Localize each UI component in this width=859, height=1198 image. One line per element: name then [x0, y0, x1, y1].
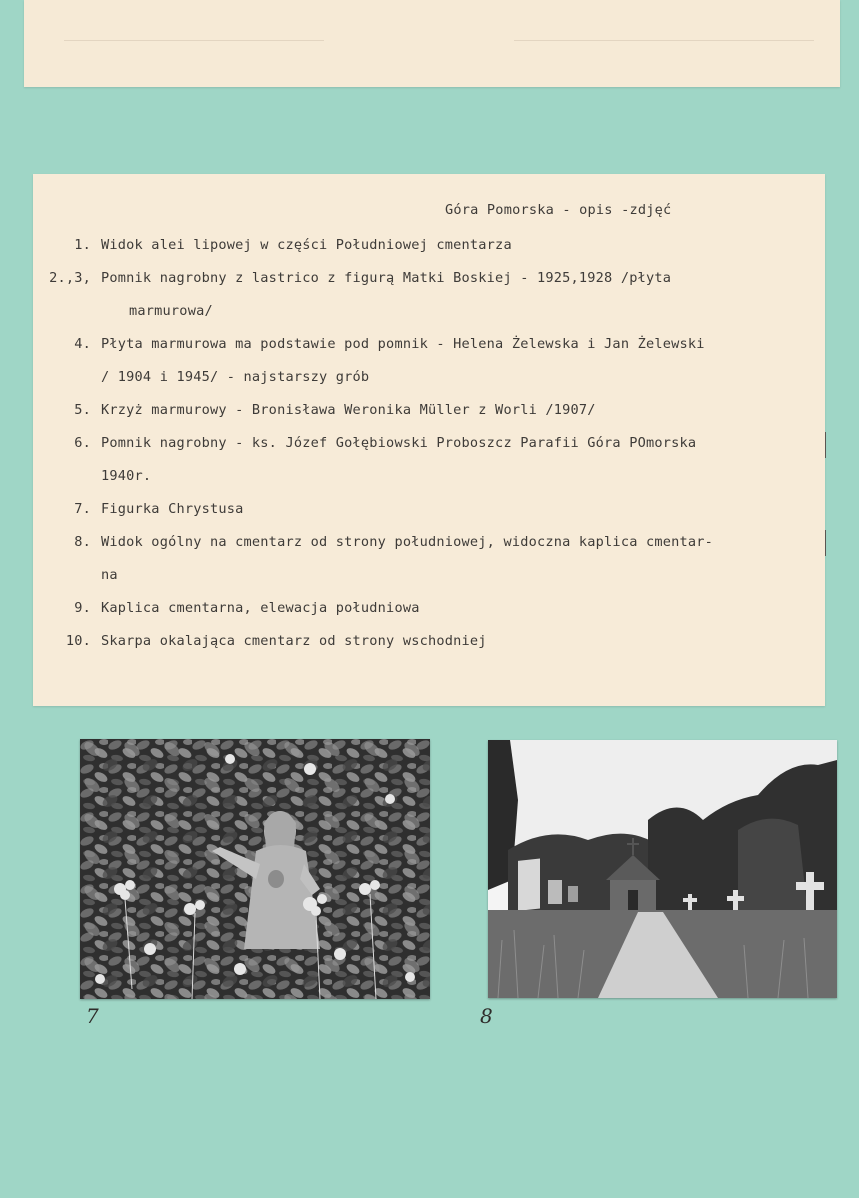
- item-text: Skarpa okalająca cmentarz od strony wschodniej: [101, 633, 487, 649]
- item-number: 9.: [74, 600, 91, 616]
- photo-label-8: 8: [480, 1004, 493, 1028]
- christ-statue-image: [80, 739, 430, 999]
- item-number: 5.: [74, 402, 91, 418]
- photo-cemetery-view: [488, 740, 837, 998]
- margin-line: [825, 530, 826, 556]
- item-text: Kaplica cmentarna, elewacja południowa: [101, 600, 420, 616]
- item-number: 7.: [74, 501, 91, 517]
- item-number: 2.,3,: [49, 270, 91, 286]
- photo-christ-statue: [80, 739, 430, 999]
- item-number: 1.: [74, 237, 91, 253]
- item-text: Figurka Chrystusa: [101, 501, 244, 517]
- margin-line: [825, 432, 826, 458]
- photo-label-7: 7: [86, 1004, 99, 1028]
- cemetery-view-image: [488, 740, 837, 998]
- item-number: 10.: [65, 633, 91, 649]
- item-text: Krzyż marmurowy - Bronisława Weronika Müller z Worli /1907/: [101, 402, 596, 418]
- item-number: 4.: [74, 336, 91, 352]
- item-text: Widok alei lipowej w części Południowej cmentarza: [101, 237, 512, 253]
- item-text: Pomnik nagrobny - ks. Józef Gołębiowski Proboszcz Parafii Góra POmorska: [101, 435, 697, 451]
- item-number: 8.: [74, 534, 91, 550]
- item-text: Płyta marmurowa ma podstawie pod pomnik - Helena Żelewska i Jan Żelewski: [101, 336, 705, 352]
- item-text: / 1904 i 1945/ - najstarszy grób: [101, 369, 370, 385]
- item-text: na: [101, 567, 118, 583]
- sheet-title: Góra Pomorska - opis -zdjęć: [445, 202, 672, 218]
- previous-sheet-fragment: [24, 0, 840, 87]
- item-text: Pomnik nagrobny z lastrico z figurą Matki Boskiej - 1925,1928 /płyta: [101, 270, 672, 286]
- item-text: 1940r.: [101, 468, 152, 484]
- item-text: Widok ogólny na cmentarz od strony południowej, widoczna kaplica cmentar-: [101, 534, 714, 550]
- item-text: marmurowa/: [129, 303, 213, 319]
- item-number: 6.: [74, 435, 91, 451]
- faded-text-trace: [514, 40, 814, 61]
- description-sheet: [33, 174, 825, 706]
- faded-text-trace: [64, 40, 324, 61]
